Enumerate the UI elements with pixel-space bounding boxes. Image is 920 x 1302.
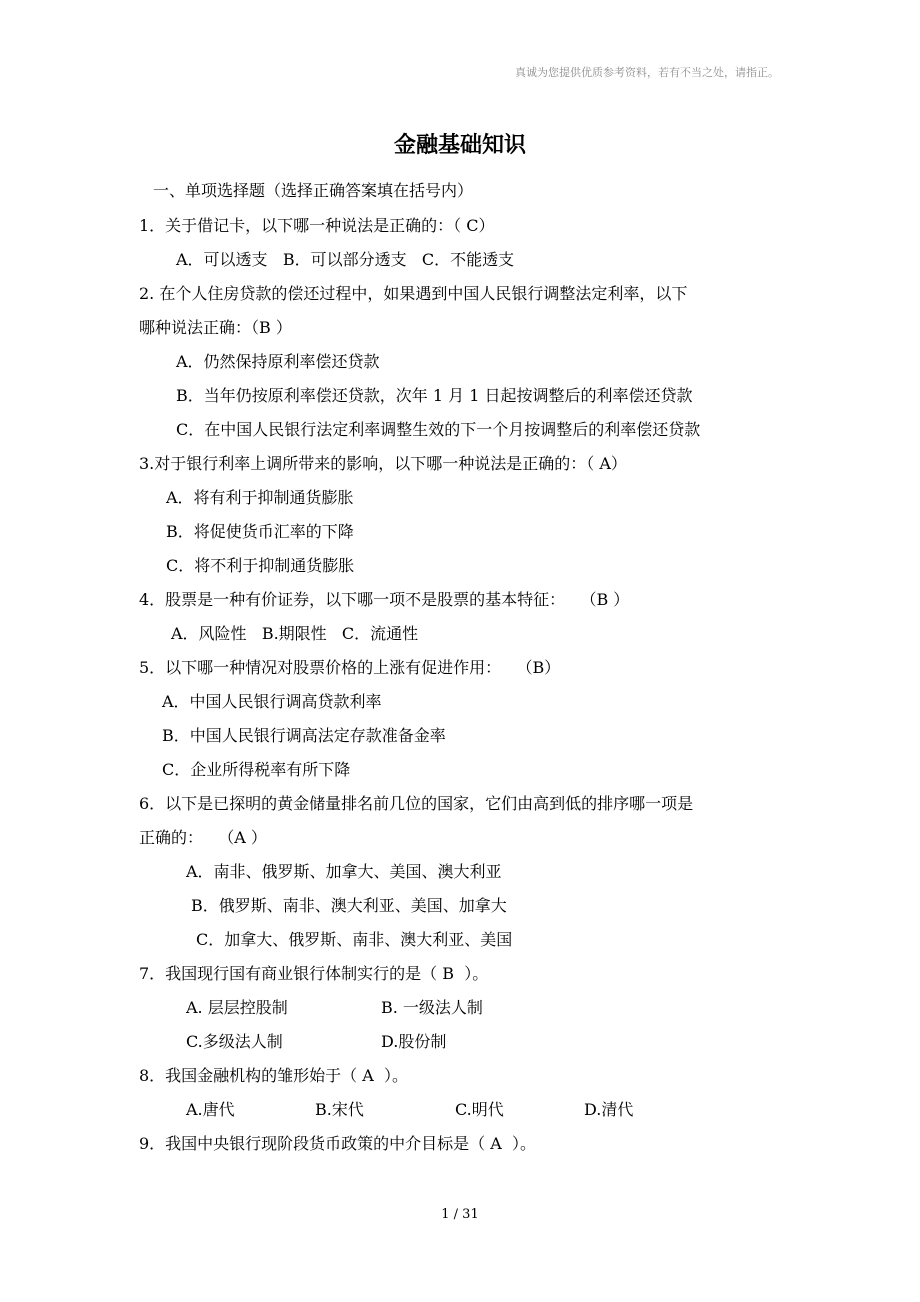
question-7: 7．我国现行国有商业银行体制实行的是（ B ）。 <box>139 964 489 983</box>
question-7-option-b: B. 一级法人制 <box>381 998 483 1017</box>
question-3-option-a: A．将有利于抑制通货膨胀 <box>166 488 354 507</box>
question-6-line-1: 6．以下是已探明的黄金储量排名前几位的国家，它们由高到低的排序哪一项是 <box>139 794 694 813</box>
section-heading: 一、单项选择题（选择正确答案填在括号内） <box>153 181 474 200</box>
question-2-option-b: B．当年仍按原利率偿还贷款，次年 1 月 1 日起按调整后的利率偿还贷款 <box>176 386 693 405</box>
question-4: 4．股票是一种有价证券，以下哪一项不是股票的基本特征： （B ） <box>139 590 630 609</box>
question-1-options: A．可以透支 B．可以部分透支 C．不能透支 <box>176 250 515 269</box>
question-5: 5．以下哪一种情况对股票价格的上涨有促进作用： （B） <box>139 658 561 677</box>
question-6-option-a: A．南非、俄罗斯、加拿大、美国、澳大利亚 <box>186 862 502 881</box>
document-title: 金融基础知识 <box>393 132 526 158</box>
question-6-option-c: C．加拿大、俄罗斯、南非、澳大利亚、美国 <box>196 930 513 949</box>
question-2-line-2: 哪种说法正确：（B ） <box>139 318 292 337</box>
question-8-option-d: D.清代 <box>584 1100 634 1119</box>
question-2-option-c: C．在中国人民银行法定利率调整生效的下一个月按调整后的利率偿还贷款 <box>176 420 701 439</box>
question-5-option-b: B．中国人民银行调高法定存款准备金率 <box>162 726 446 745</box>
page-number: 1 / 31 <box>441 1207 479 1222</box>
question-8-option-a: A.唐代 <box>186 1100 235 1119</box>
question-7-option-a: A. 层层控股制 <box>186 998 288 1017</box>
question-4-options: A．风险性 B.期限性 C．流通性 <box>171 624 419 643</box>
question-6-option-b: B．俄罗斯、南非、澳大利亚、美国、加拿大 <box>191 896 507 915</box>
question-7-option-c: C.多级法人制 <box>186 1032 283 1051</box>
question-3: 3.对于银行利率上调所带来的影响，以下哪一种说法是正确的：（ A） <box>139 454 627 473</box>
question-2-line-1: 2. 在个人住房贷款的偿还过程中，如果遇到中国人民银行调整法定利率，以下 <box>139 284 688 303</box>
question-5-option-a: A．中国人民银行调高贷款利率 <box>162 692 382 711</box>
question-8-option-b: B.宋代 <box>315 1100 364 1119</box>
question-5-option-c: C．企业所得税率有所下降 <box>162 760 351 779</box>
question-3-option-c: C．将不利于抑制通货膨胀 <box>166 556 355 575</box>
header-note: 真诚为您提供优质参考资料，若有不当之处，请指正。 <box>515 66 779 79</box>
question-3-option-b: B．将促使货币汇率的下降 <box>166 522 354 541</box>
question-6-line-2: 正确的： （A ） <box>139 828 267 847</box>
question-2-option-a: A．仍然保持原利率偿还贷款 <box>176 352 380 371</box>
question-8: 8．我国金融机构的雏形始于（ A ）。 <box>139 1066 408 1085</box>
question-9: 9．我国中央银行现阶段货币政策的中介目标是（ A ）。 <box>139 1134 536 1153</box>
question-7-option-d: D.股份制 <box>381 1032 447 1051</box>
question-8-option-c: C.明代 <box>455 1100 504 1119</box>
question-1: 1．关于借记卡，以下哪一种说法是正确的：（ C） <box>139 216 495 235</box>
